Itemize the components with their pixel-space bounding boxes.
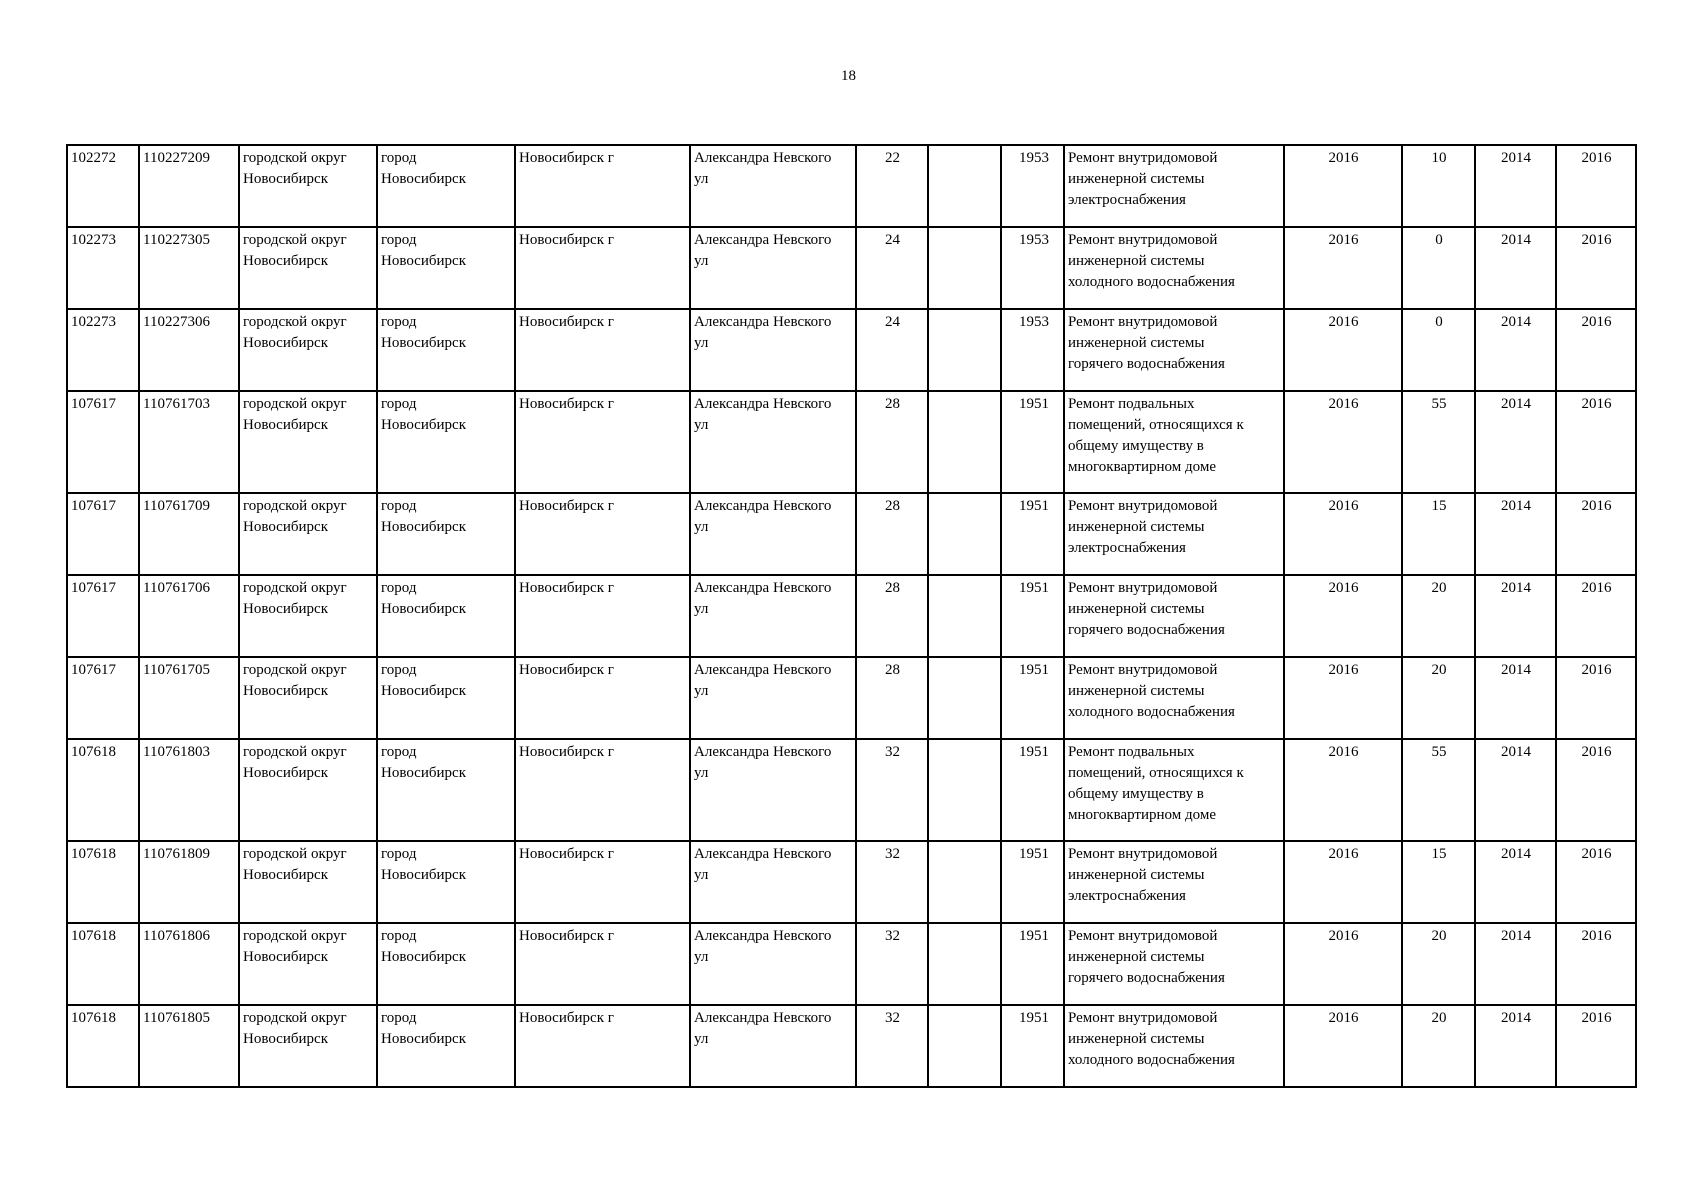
cell-work-type: Ремонт внутридомовой инженерной системы электроснабжения (1064, 841, 1284, 923)
cell-house-id: 107618 (67, 1005, 139, 1087)
cell-building (928, 841, 1001, 923)
cell-locality: Новосибирск г (515, 739, 690, 841)
cell-house-id: 107618 (67, 841, 139, 923)
cell-wear-percent: 20 (1402, 923, 1475, 1005)
table-row (67, 309, 1636, 391)
cell-house-number: 28 (856, 575, 928, 657)
cell-end-year: 2016 (1556, 309, 1636, 391)
cell-settlement: город Новосибирск (377, 923, 515, 1005)
cell-wear-percent: 0 (1402, 227, 1475, 309)
cell-plan-year: 2016 (1284, 493, 1402, 575)
cell-start-year: 2014 (1475, 391, 1556, 493)
cell-plan-year: 2016 (1284, 575, 1402, 657)
table-row (67, 575, 1636, 657)
cell-build-year: 1953 (1001, 309, 1064, 391)
cell-house-number: 24 (856, 309, 928, 391)
cell-work-type: Ремонт внутридомовой инженерной системы горячего водоснабжения (1064, 575, 1284, 657)
cell-work-id: 110761706 (139, 575, 239, 657)
cell-house-id: 107618 (67, 739, 139, 841)
cell-locality: Новосибирск г (515, 391, 690, 493)
table-row (67, 391, 1636, 493)
cell-wear-percent: 55 (1402, 391, 1475, 493)
cell-settlement: город Новосибирск (377, 145, 515, 227)
cell-house-id: 102272 (67, 145, 139, 227)
cell-end-year: 2016 (1556, 391, 1636, 493)
cell-plan-year: 2016 (1284, 391, 1402, 493)
cell-house-number: 24 (856, 227, 928, 309)
cell-build-year: 1951 (1001, 657, 1064, 739)
cell-building (928, 309, 1001, 391)
cell-build-year: 1953 (1001, 145, 1064, 227)
cell-street: Александра Невского ул (690, 227, 856, 309)
cell-end-year: 2016 (1556, 841, 1636, 923)
table-row (67, 841, 1636, 923)
cell-start-year: 2014 (1475, 493, 1556, 575)
cell-municipality: городской округ Новосибирск (239, 145, 377, 227)
cell-building (928, 227, 1001, 309)
cell-work-id: 110227305 (139, 227, 239, 309)
cell-settlement: город Новосибирск (377, 739, 515, 841)
cell-building (928, 1005, 1001, 1087)
cell-wear-percent: 55 (1402, 739, 1475, 841)
cell-locality: Новосибирск г (515, 227, 690, 309)
cell-work-id: 110227306 (139, 309, 239, 391)
cell-house-id: 107617 (67, 657, 139, 739)
cell-build-year: 1951 (1001, 493, 1064, 575)
cell-work-type: Ремонт внутридомовой инженерной системы холодного водоснабжения (1064, 227, 1284, 309)
cell-work-id: 110761709 (139, 493, 239, 575)
cell-work-id: 110761805 (139, 1005, 239, 1087)
cell-start-year: 2014 (1475, 923, 1556, 1005)
cell-plan-year: 2016 (1284, 309, 1402, 391)
cell-end-year: 2016 (1556, 145, 1636, 227)
cell-start-year: 2014 (1475, 227, 1556, 309)
cell-municipality: городской округ Новосибирск (239, 923, 377, 1005)
cell-house-id: 102273 (67, 227, 139, 309)
cell-house-number: 32 (856, 841, 928, 923)
cell-plan-year: 2016 (1284, 923, 1402, 1005)
page-number: 18 (841, 68, 856, 84)
cell-municipality: городской округ Новосибирск (239, 309, 377, 391)
cell-work-type: Ремонт внутридомовой инженерной системы электроснабжения (1064, 493, 1284, 575)
cell-build-year: 1951 (1001, 923, 1064, 1005)
cell-street: Александра Невского ул (690, 1005, 856, 1087)
cell-work-type: Ремонт внутридомовой инженерной системы холодного водоснабжения (1064, 1005, 1284, 1087)
cell-building (928, 575, 1001, 657)
cell-wear-percent: 0 (1402, 309, 1475, 391)
table-row (67, 493, 1636, 575)
cell-settlement: город Новосибирск (377, 575, 515, 657)
cell-start-year: 2014 (1475, 841, 1556, 923)
cell-start-year: 2014 (1475, 575, 1556, 657)
cell-house-number: 32 (856, 1005, 928, 1087)
cell-build-year: 1951 (1001, 575, 1064, 657)
cell-work-type: Ремонт внутридомовой инженерной системы горячего водоснабжения (1064, 309, 1284, 391)
cell-municipality: городской округ Новосибирск (239, 493, 377, 575)
cell-street: Александра Невского ул (690, 391, 856, 493)
cell-street: Александра Невского ул (690, 575, 856, 657)
cell-street: Александра Невского ул (690, 145, 856, 227)
cell-build-year: 1951 (1001, 841, 1064, 923)
cell-work-type: Ремонт внутридомовой инженерной системы холодного водоснабжения (1064, 657, 1284, 739)
cell-municipality: городской округ Новосибирск (239, 1005, 377, 1087)
cell-house-number: 32 (856, 739, 928, 841)
table-row (67, 657, 1636, 739)
cell-build-year: 1951 (1001, 391, 1064, 493)
cell-settlement: город Новосибирск (377, 657, 515, 739)
cell-plan-year: 2016 (1284, 739, 1402, 841)
cell-street: Александра Невского ул (690, 841, 856, 923)
cell-house-number: 28 (856, 391, 928, 493)
cell-municipality: городской округ Новосибирск (239, 739, 377, 841)
cell-municipality: городской округ Новосибирск (239, 657, 377, 739)
table-row (67, 145, 1636, 227)
cell-end-year: 2016 (1556, 575, 1636, 657)
cell-end-year: 2016 (1556, 493, 1636, 575)
cell-municipality: городской округ Новосибирск (239, 391, 377, 493)
cell-locality: Новосибирск г (515, 493, 690, 575)
cell-build-year: 1953 (1001, 227, 1064, 309)
table-body (67, 145, 1636, 1087)
cell-wear-percent: 20 (1402, 575, 1475, 657)
cell-work-id: 110761806 (139, 923, 239, 1005)
cell-start-year: 2014 (1475, 145, 1556, 227)
cell-locality: Новосибирск г (515, 575, 690, 657)
cell-municipality: городской округ Новосибирск (239, 575, 377, 657)
cell-work-type: Ремонт внутридомовой инженерной системы электроснабжения (1064, 145, 1284, 227)
cell-settlement: город Новосибирск (377, 391, 515, 493)
cell-end-year: 2016 (1556, 923, 1636, 1005)
cell-locality: Новосибирск г (515, 309, 690, 391)
table-row (67, 227, 1636, 309)
cell-end-year: 2016 (1556, 739, 1636, 841)
cell-work-id: 110761803 (139, 739, 239, 841)
cell-plan-year: 2016 (1284, 841, 1402, 923)
cell-settlement: город Новосибирск (377, 493, 515, 575)
table-row (67, 739, 1636, 841)
cell-work-id: 110761703 (139, 391, 239, 493)
cell-locality: Новосибирск г (515, 657, 690, 739)
cell-locality: Новосибирск г (515, 923, 690, 1005)
cell-build-year: 1951 (1001, 1005, 1064, 1087)
cell-settlement: город Новосибирск (377, 1005, 515, 1087)
cell-building (928, 739, 1001, 841)
cell-work-id: 110761809 (139, 841, 239, 923)
cell-work-type: Ремонт подвальных помещений, относящихся к общему имуществу в многоквартирном доме (1064, 739, 1284, 841)
cell-building (928, 923, 1001, 1005)
cell-house-id: 107617 (67, 493, 139, 575)
cell-street: Александра Невского ул (690, 657, 856, 739)
cell-settlement: город Новосибирск (377, 227, 515, 309)
cell-plan-year: 2016 (1284, 657, 1402, 739)
cell-work-id: 110227209 (139, 145, 239, 227)
cell-municipality: городской округ Новосибирск (239, 841, 377, 923)
cell-house-id: 102273 (67, 309, 139, 391)
cell-start-year: 2014 (1475, 657, 1556, 739)
cell-wear-percent: 15 (1402, 841, 1475, 923)
cell-start-year: 2014 (1475, 739, 1556, 841)
cell-locality: Новосибирск г (515, 1005, 690, 1087)
cell-house-id: 107617 (67, 391, 139, 493)
cell-wear-percent: 20 (1402, 657, 1475, 739)
cell-build-year: 1951 (1001, 739, 1064, 841)
cell-start-year: 2014 (1475, 309, 1556, 391)
cell-locality: Новосибирск г (515, 145, 690, 227)
cell-house-number: 28 (856, 657, 928, 739)
cell-house-number: 28 (856, 493, 928, 575)
cell-street: Александра Невского ул (690, 309, 856, 391)
cell-start-year: 2014 (1475, 1005, 1556, 1087)
cell-settlement: город Новосибирск (377, 309, 515, 391)
cell-end-year: 2016 (1556, 657, 1636, 739)
cell-building (928, 145, 1001, 227)
cell-plan-year: 2016 (1284, 227, 1402, 309)
cell-locality: Новосибирск г (515, 841, 690, 923)
cell-wear-percent: 15 (1402, 493, 1475, 575)
cell-building (928, 657, 1001, 739)
cell-plan-year: 2016 (1284, 145, 1402, 227)
cell-house-number: 22 (856, 145, 928, 227)
cell-work-type: Ремонт подвальных помещений, относящихся к общему имуществу в многоквартирном доме (1064, 391, 1284, 493)
cell-end-year: 2016 (1556, 227, 1636, 309)
cell-municipality: городской округ Новосибирск (239, 227, 377, 309)
cell-house-id: 107617 (67, 575, 139, 657)
cell-street: Александра Невского ул (690, 493, 856, 575)
table-row (67, 923, 1636, 1005)
cell-end-year: 2016 (1556, 1005, 1636, 1087)
cell-building (928, 493, 1001, 575)
cell-house-number: 32 (856, 923, 928, 1005)
cell-work-type: Ремонт внутридомовой инженерной системы горячего водоснабжения (1064, 923, 1284, 1005)
cell-wear-percent: 10 (1402, 145, 1475, 227)
cell-street: Александра Невского ул (690, 923, 856, 1005)
cell-settlement: город Новосибирск (377, 841, 515, 923)
cell-wear-percent: 20 (1402, 1005, 1475, 1087)
repair-schedule-table (66, 144, 1637, 1088)
cell-street: Александра Невского ул (690, 739, 856, 841)
cell-plan-year: 2016 (1284, 1005, 1402, 1087)
cell-house-id: 107618 (67, 923, 139, 1005)
cell-building (928, 391, 1001, 493)
cell-work-id: 110761705 (139, 657, 239, 739)
table-row (67, 1005, 1636, 1087)
